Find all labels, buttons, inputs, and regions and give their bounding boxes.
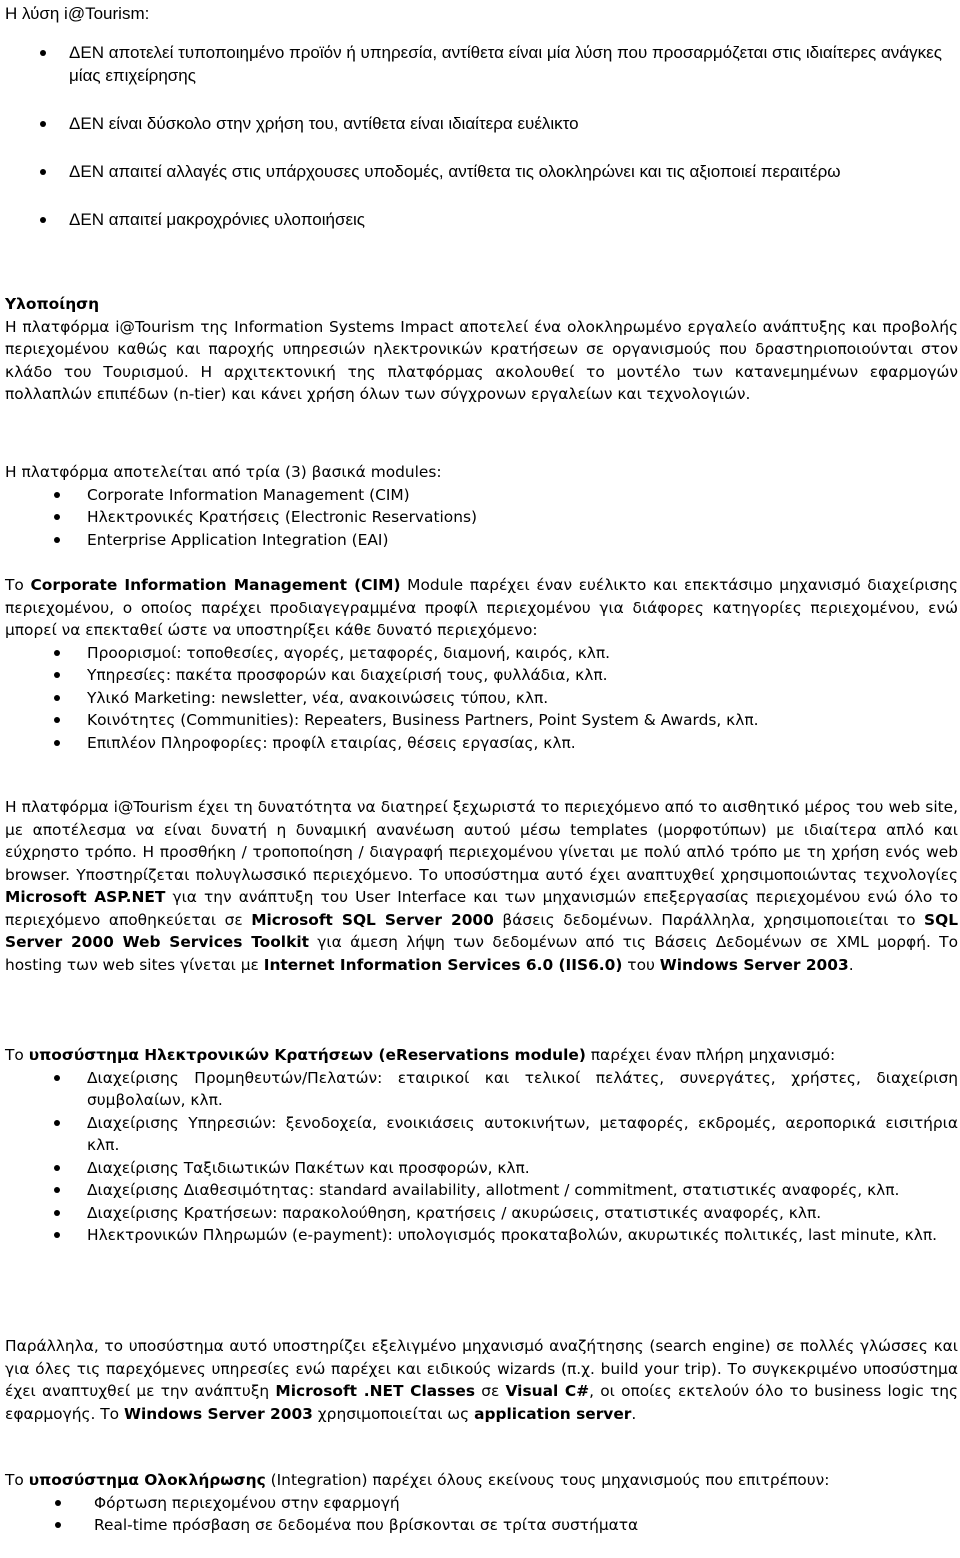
list-item: Ηλεκτρονικές Κρατήσεις (Electronic Reservations) bbox=[87, 506, 958, 529]
integration-section bbox=[5, 1469, 958, 1537]
page-heading: Η λύση i@Tourism: bbox=[5, 4, 150, 23]
paragraph: Παράλληλα, το υποσύστημα αυτό υποστηρίζει εξελιγμένο μηχανισμό αναζήτησης (search engine) σε πολλές γλώσσες και για όλες τις παρεχόμενες υπηρεσίες ενώ παρέχει και ειδικούς wizards (π.χ. build your trip). Το συγκεκριμένο υποσύστημα έχει αναπτυχθεί με την ανάπτυξη Microsoft .NET Classes σε Visual C#, οι οποίες εκτελούν όλο το business logic της εφαρμογής. Το Windows Server 2003 χρησιμοποιείται ως application server. bbox=[5, 1337, 958, 1423]
list-item: Υπηρεσίες: πακέτα προσφορών και διαχείρισή τους, φυλλάδια, κλπ. bbox=[87, 664, 958, 687]
list-item: Διαχείρισης Ταξιδιωτικών Πακέτων και προσφορών, κλπ. bbox=[87, 1157, 958, 1180]
search-section bbox=[5, 1335, 958, 1425]
integration-list bbox=[5, 1492, 958, 1537]
modules-list bbox=[5, 484, 958, 552]
list-item: Υλικό Marketing: newsletter, νέα, ανακοινώσεις τύπου, κλπ. bbox=[87, 687, 958, 710]
list-item: Προορισμοί: τοποθεσίες, αγορές, μεταφορές, διαμονή, καιρός, κλπ. bbox=[87, 642, 958, 665]
list-item: Corporate Information Management (CIM) bbox=[87, 484, 958, 507]
paragraph: Το Corporate Information Management (CIM) Module παρέχει έναν ευέλικτο και επεκτάσιμο μηχανισμό διαχείρισης περιεχομένου, ο οποίος παρέχει προδιαγεγραμμένα προφίλ περιεχομένου για διάφορες κατηγορίες περιεχομένου, ενώ μπορεί να επεκταθεί ώστε να υποστηρίξει κάθε δυνατό περιεχόμενο: bbox=[5, 576, 958, 639]
paragraph: Το υποσύστημα Ηλεκτρονικών Κρατήσεων (eReservations module) παρέχει έναν πλήρη μηχανισμό: bbox=[5, 1046, 836, 1064]
list-item: ΔΕΝ αποτελεί τυποποιημένο προϊόν ή υπηρεσία, αντίθετα είναι μία λύση που προσαρμόζεται στις ιδιαίτερες ανάγκες μίας επιχείρησης bbox=[69, 41, 954, 87]
list-item: ΔΕΝ απαιτεί μακροχρόνιες υλοποιήσεις bbox=[69, 208, 954, 231]
paragraph: Η πλατφόρμα i@Tourism έχει τη δυνατότητα να διατηρεί ξεχωριστά το περιεχόμενο από το αισθητικό μέρος του web site, με αποτέλεσμα να είναι δυνατή η δυναμική ανανέωση αυτού μέσω templates (μορφοτύπων) με ιδιαίτερα απλό και εύχρηστο τρόπο. Η προσθήκη / τροποποίηση / διαγραφή περιεχομένου γίνεται με πολύ απλό τρόπο με τη χρήση ενός web browser. Υποστηρίζεται πολυγλωσσικό περιεχόμενο. Το υποσύστημα αυτό έχει αναπτυχθεί χρησιμοποιώντας τεχνολογίες Microsoft ASP.NET για την ανάπτυξη του User Interface και των μηχανισμών επεξεργασίας περιεχομένου ενώ όλο το περιεχόμενο αποθηκεύεται σε Microsoft SQL Server 2000 βάσεις δεδομένων. Παράλληλα, χρησιμοποιείται το SQL Server 2000 Web Services Toolkit για άμεση λήψη των δεδομένων από τις Βάσεις Δεδομένων σε XML μορφή. Το hosting των web sites γίνεται με Internet Information Services 6.0 (IIS6.0) του Windows Server 2003. bbox=[5, 798, 959, 974]
list-item: Διαχείρισης Υπηρεσιών: ξενοδοχεία, ενοικιάσεις αυτοκινήτων, μεταφορές, εκδρομές, αεροπορικά εισιτήρια κλπ. bbox=[87, 1112, 958, 1157]
list-item: Κοινότητες (Communities): Repeaters, Business Partners, Point System & Awards, κλπ. bbox=[87, 709, 958, 732]
ereservations-section bbox=[5, 1044, 958, 1247]
list-item: Επιπλέον Πληροφορίες: προφίλ εταιρίας, θέσεις εργασίας, κλπ. bbox=[87, 732, 958, 755]
list-item: ΔΕΝ είναι δύσκολο στην χρήση του, αντίθετα είναι ιδιαίτερα ευέλικτο bbox=[69, 112, 954, 135]
list-item: Enterprise Application Integration (EAI) bbox=[87, 529, 958, 552]
paragraph: Η πλατφόρμα i@Tourism της Information Systems Impact αποτελεί ένα ολοκληρωμένο εργαλείο ανάπτυξης και προβολής περιεχομένου καθώς και παροχής υπηρεσιών ηλεκτρονικών κρατήσεων σε οργανισμούς που δραστηριοποιούνται στον κλάδο του Τουρισμού. Η αρχιτεκτονική της πλατφόρμας ακολουθεί το μοντέλο των κατανεμημένων εφαρμογών πολλαπλών επιπέδων (n-tier) και κάνει χρήση όλων των σύγχρονων εργαλείων και τεχνολογιών. bbox=[5, 317, 958, 403]
paragraph: Η πλατφόρμα αποτελείται από τρία (3) βασικά modules: bbox=[5, 463, 442, 481]
cim-list bbox=[5, 642, 958, 755]
ereservations-list bbox=[5, 1067, 958, 1247]
list-item: Φόρτωση περιεχομένου στην εφαρμογή bbox=[94, 1492, 958, 1515]
list-item: ΔΕΝ απαιτεί αλλαγές στις υπάρχουσες υποδομές, αντίθετα τις ολοκληρώνει και τις αξιοποιεί περαιτέρω bbox=[69, 160, 954, 183]
list-item: Διαχείρισης Διαθεσιμότητας: standard availability, allotment / commitment, στατιστικές αναφορές, κλπ. bbox=[87, 1179, 958, 1202]
cim-section bbox=[5, 574, 958, 754]
implementation-section bbox=[5, 293, 958, 406]
platform-section bbox=[5, 796, 958, 976]
list-item: Real-time πρόσβαση σε δεδομένα που βρίσκονται σε τρίτα συστήματα bbox=[94, 1514, 958, 1537]
section-title: Υλοποίηση bbox=[5, 295, 100, 313]
modules-section bbox=[5, 461, 958, 551]
list-item: Ηλεκτρονικών Πληρωμών (e-payment): υπολογισμός προκαταβολών, ακυρωτικές πολιτικές, last minute, κλπ. bbox=[87, 1224, 958, 1247]
list-item: Διαχείρισης Κρατήσεων: παρακολούθηση, κρατήσεις / ακυρώσεις, στατιστικές αναφορές, κλπ. bbox=[87, 1202, 958, 1225]
paragraph: Το υποσύστημα Ολοκλήρωσης (Integration) παρέχει όλους εκείνους τους μηχανισμούς που επιτρέπουν: bbox=[5, 1471, 830, 1489]
benefits-list bbox=[0, 41, 960, 256]
list-item: Διαχείρισης Προμηθευτών/Πελατών: εταιρικοί και τελικοί πελάτες, συνεργάτες, χρήστες, διαχείριση συμβολαίων, κλπ. bbox=[87, 1067, 958, 1112]
